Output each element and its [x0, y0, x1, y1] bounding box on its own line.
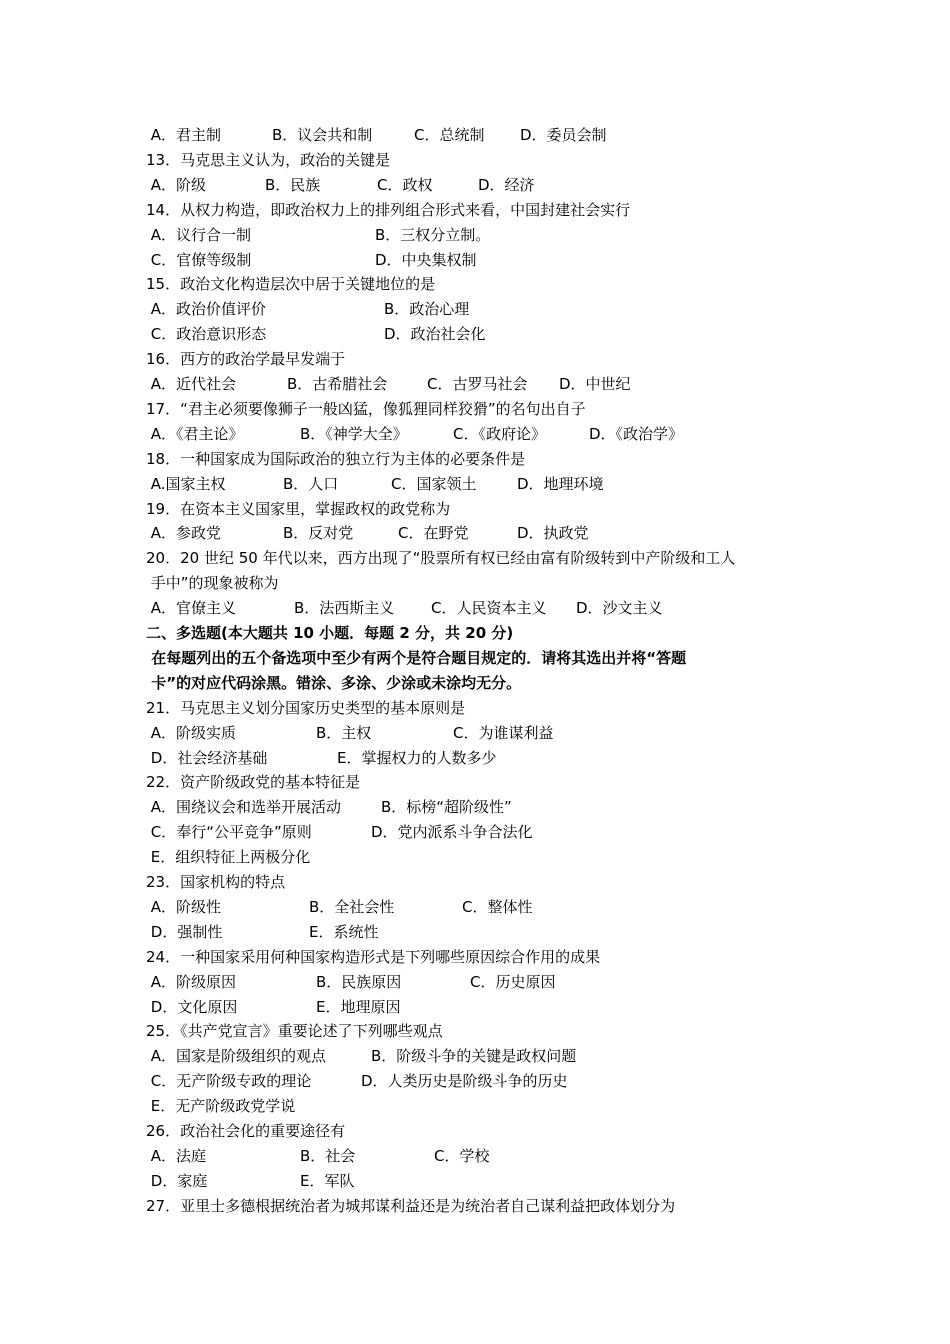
option-row [0, 920, 950, 945]
answer-option: B．全社会性 [309, 897, 395, 916]
option-row [0, 746, 950, 771]
answer-option: D．《政治学》 [589, 424, 684, 443]
answer-option: D．地理环境 [517, 474, 604, 493]
section-heading: 二、多选题(本大题共 10 小题．每题 2 分，共 20 分) [146, 624, 514, 642]
answer-option: C．政权 [377, 175, 433, 194]
option-row [0, 173, 950, 198]
answer-option: E．军队 [300, 1171, 355, 1190]
answer-option: A．议行合一制 [146, 225, 252, 244]
question-text: 手中”的现象被称为 [146, 574, 279, 593]
answer-option: C．为谁谋利益 [453, 723, 554, 742]
option-row [0, 995, 950, 1020]
option-row [0, 521, 950, 546]
option-row [0, 596, 950, 621]
option-row [0, 297, 950, 322]
option-row [0, 123, 950, 148]
question-text: 26．政治社会化的重要途径有 [146, 1122, 346, 1140]
option-row [0, 422, 950, 447]
answer-option: B．人口 [283, 474, 339, 493]
question-text: 19．在资本主义国家里，掌握政权的政党称为 [146, 499, 451, 518]
answer-option: B．反对党 [283, 524, 354, 543]
question-text: 22．资产阶级政党的基本特征是 [146, 773, 361, 792]
answer-option: C．整体性 [462, 897, 533, 916]
answer-option: A．近代社会 [146, 375, 237, 393]
answer-option: E．掌握权力的人数多少 [337, 748, 497, 767]
option-row [0, 248, 950, 273]
answer-option: A．阶级 [146, 175, 207, 194]
answer-option: D．党内派系斗争合法化 [371, 823, 533, 842]
answer-option: A．围绕议会和选举开展活动 [146, 798, 342, 817]
question-text: 20．20 世纪 50 年代以来，西方出现了“股票所有权已经由富有阶级转到中产阶级和工人 [146, 549, 736, 568]
answer-option: C．人民资本主义 [431, 599, 547, 618]
section-heading: 卡”的对应代码涂黑。错涂、多涂、少涂或未涂均无分。 [146, 673, 522, 692]
answer-option: C．总统制 [414, 126, 485, 144]
answer-option: C．官僚等级制 [146, 250, 252, 269]
answer-option: A．政治价值评价 [146, 300, 267, 319]
answer-option: C．政治意识形态 [146, 325, 267, 344]
answer-option: C．《政府论》 [453, 424, 546, 443]
answer-option: B．民族原因 [316, 972, 402, 991]
answer-option: A．国家是阶级组织的观点 [146, 1047, 327, 1066]
answer-option: E．系统性 [309, 922, 379, 941]
answer-option: D．经济 [478, 175, 535, 194]
section-heading: 在每题列出的五个备选项中至少有两个是符合题目规定的．请将其选出并将“答题 [146, 648, 687, 667]
answer-option: A．阶级原因 [146, 972, 237, 991]
answer-option: B．阶级斗争的关键是政权问题 [371, 1047, 577, 1066]
option-row [0, 1069, 950, 1094]
question-text: 27．亚里士多德根据统治者为城邦谋利益还是为统治者自己谋利益把政体划分为 [146, 1196, 676, 1215]
answer-option: E．地理原因 [316, 997, 401, 1016]
question-text: E．无产阶级政党学说 [146, 1097, 296, 1116]
answer-option: B．法西斯主义 [294, 599, 395, 618]
option-row [0, 970, 950, 995]
answer-option: A.国家主权 [146, 474, 226, 493]
answer-option: B．民族 [265, 175, 321, 194]
answer-option: D．执政党 [517, 524, 589, 543]
answer-option: B．三权分立制。 [375, 225, 491, 244]
option-row [0, 820, 950, 845]
question-text: 24．一种国家采用何种国家构造形式是下列哪些原因综合作用的成果 [146, 947, 601, 966]
answer-option: B．主权 [316, 723, 372, 742]
answer-option: D．中央集权制 [375, 250, 477, 269]
question-text: 17．“君主必须要像狮子一般凶猛，像狐狸同样狡猾”的名句出自子 [146, 399, 586, 418]
answer-option: D．委员会制 [520, 126, 607, 144]
answer-option: C．古罗马社会 [427, 375, 528, 393]
question-text: 18．一种国家成为国际政治的独立行为主体的必要条件是 [146, 449, 526, 468]
question-text: 25．《共产党宣言》重要论述了下列哪些观点 [146, 1022, 443, 1041]
answer-option: D．强制性 [146, 922, 223, 941]
option-row [0, 721, 950, 746]
answer-option: B．议会共和制 [272, 126, 373, 144]
answer-option: C．国家领土 [391, 474, 477, 493]
option-row [0, 1144, 950, 1169]
question-text: 23．国家机构的特点 [146, 873, 286, 891]
answer-option: D．人类历史是阶级斗争的历史 [361, 1072, 568, 1091]
question-text: 15．政治文化构造层次中居于关键地位的是 [146, 275, 436, 294]
question-text: 14．从权力构造，即政治权力上的排列组合形式来看，中国封建社会实行 [146, 200, 631, 219]
question-text: 16．西方的政治学最早发端于 [146, 350, 346, 369]
option-row [0, 372, 950, 397]
answer-option: B．政治心理 [384, 300, 470, 319]
answer-option: A．法庭 [146, 1146, 207, 1165]
option-row [0, 472, 950, 497]
answer-option: A．官僚主义 [146, 599, 237, 618]
answer-option: A．《君主论》 [146, 424, 244, 443]
answer-option: C．在野党 [398, 524, 469, 543]
option-row [0, 322, 950, 347]
option-row [0, 895, 950, 920]
answer-option: C．无产阶级专政的理论 [146, 1072, 312, 1091]
answer-option: B．标榜“超阶级性” [381, 798, 512, 817]
answer-option: C．学校 [434, 1146, 490, 1165]
option-row [0, 795, 950, 820]
question-text: E．组织特征上两极分化 [146, 848, 311, 867]
question-text: 13．马克思主义认为，政治的关键是 [146, 150, 391, 169]
answer-option: A．阶级性 [146, 897, 222, 916]
answer-option: D．中世纪 [559, 375, 631, 393]
answer-option: A．阶级实质 [146, 723, 237, 742]
answer-option: D．社会经济基础 [146, 748, 268, 767]
answer-option: D．家庭 [146, 1171, 208, 1190]
answer-option: C．奉行“公平竞争”原则 [146, 823, 312, 842]
answer-option: B．古希腊社会 [287, 375, 388, 393]
answer-option: A．参政党 [146, 524, 222, 543]
option-row [0, 1044, 950, 1069]
option-row [0, 1169, 950, 1194]
answer-option: D．政治社会化 [384, 325, 486, 344]
answer-option: D．沙文主义 [576, 599, 663, 618]
answer-option: A．君主制 [146, 126, 222, 144]
question-text: 21．马克思主义划分国家历史类型的基本原则是 [146, 698, 466, 717]
answer-option: C．历史原因 [470, 972, 556, 991]
option-row [0, 223, 950, 248]
answer-option: B．社会 [300, 1146, 356, 1165]
answer-option: B．《神学大全》 [300, 424, 408, 443]
answer-option: D．文化原因 [146, 997, 238, 1016]
